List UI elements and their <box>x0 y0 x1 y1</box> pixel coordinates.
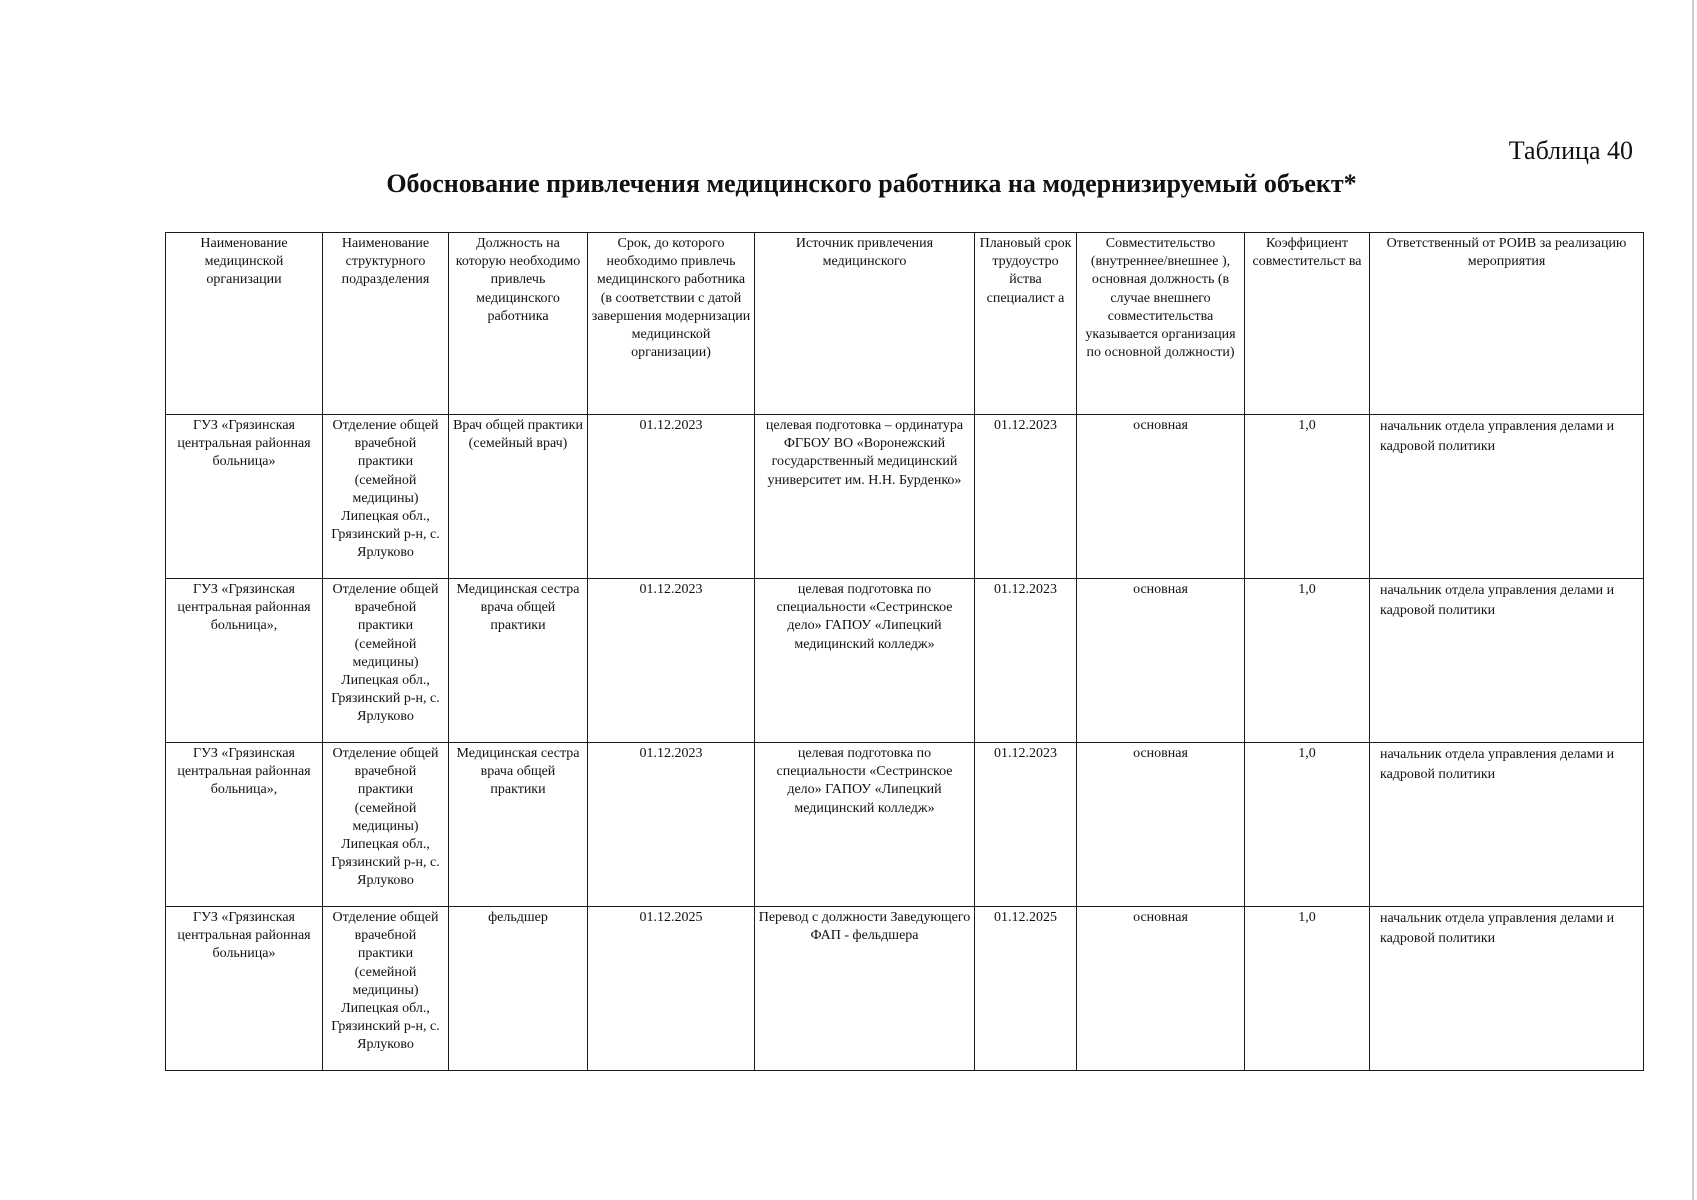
cell-deadline: 01.12.2023 <box>588 743 755 907</box>
table-row <box>166 907 1644 1071</box>
cell-combination: основная <box>1077 415 1245 579</box>
cell-source: целевая подготовка по специальности «Сестринское дело» ГАПОУ «Липецкий медицинский колледж» <box>755 579 975 743</box>
cell-position: фельдшер <box>449 907 588 1071</box>
cell-subdivision: Отделение общей врачебной практики (семейной медицины) Липецкая обл., Грязинский р-н, с. Ярлуково <box>323 907 449 1071</box>
cell-planned-date: 01.12.2023 <box>975 415 1077 579</box>
document-title: Обоснование привлечения медицинского работника на модернизируемый объект* <box>386 169 1357 198</box>
cell-organization: ГУЗ «Грязинская центральная районная больница» <box>166 415 323 579</box>
cell-source: целевая подготовка – ординатура ФГБОУ ВО «Воронежский государственный медицинский университет им. Н.Н. Бурденко» <box>755 415 975 579</box>
cell-organization: ГУЗ «Грязинская центральная районная больница» <box>166 907 323 1071</box>
cell-coefficient: 1,0 <box>1245 579 1370 743</box>
cell-subdivision: Отделение общей врачебной практики (семейной медицины) Липецкая обл., Грязинский р-н, с. Ярлуково <box>323 579 449 743</box>
header-row <box>166 233 1644 415</box>
cell-planned-date: 01.12.2023 <box>975 743 1077 907</box>
cell-responsible: начальник отдела управления делами и кадровой политики <box>1370 415 1644 579</box>
header-combination: Совместительство (внутреннее/внешнее ), основная должность (в случае внешнего совместительства указывается организация по основной должности) <box>1077 233 1245 415</box>
table-number-label: Таблица 40 <box>1508 136 1633 165</box>
cell-responsible: начальник отдела управления делами и кадровой политики <box>1370 579 1644 743</box>
table-row <box>166 743 1644 907</box>
header-organization: Наименование медицинской организации <box>166 233 323 415</box>
cell-position: Медицинская сестра врача общей практики <box>449 743 588 907</box>
staffing-table <box>165 232 1644 1071</box>
cell-coefficient: 1,0 <box>1245 743 1370 907</box>
cell-organization: ГУЗ «Грязинская центральная районная больница», <box>166 579 323 743</box>
cell-source: целевая подготовка по специальности «Сестринское дело» ГАПОУ «Липецкий медицинский колледж» <box>755 743 975 907</box>
cell-source: Перевод с должности Заведующего ФАП - фельдшера <box>755 907 975 1071</box>
header-subdivision: Наименование структурного подразделения <box>323 233 449 415</box>
cell-position: Врач общей практики (семейный врач) <box>449 415 588 579</box>
cell-position: Медицинская сестра врача общей практики <box>449 579 588 743</box>
header-coefficient: Коэффициент совместительст ва <box>1245 233 1370 415</box>
cell-planned-date: 01.12.2023 <box>975 579 1077 743</box>
header-planned-date: Плановый срок трудоустро йства специалист а <box>975 233 1077 415</box>
cell-subdivision: Отделение общей врачебной практики (семейной медицины) Липецкая обл., Грязинский р-н, с. Ярлуково <box>323 743 449 907</box>
cell-responsible: начальник отдела управления делами и кадровой политики <box>1370 907 1644 1071</box>
table-row <box>166 579 1644 743</box>
cell-coefficient: 1,0 <box>1245 907 1370 1071</box>
header-position: Должность на которую необходимо привлечь медицинского работника <box>449 233 588 415</box>
cell-subdivision: Отделение общей врачебной практики (семейной медицины) Липецкая обл., Грязинский р-н, с. Ярлуково <box>323 415 449 579</box>
cell-planned-date: 01.12.2025 <box>975 907 1077 1071</box>
cell-organization: ГУЗ «Грязинская центральная районная больница», <box>166 743 323 907</box>
cell-deadline: 01.12.2023 <box>588 415 755 579</box>
cell-combination: основная <box>1077 743 1245 907</box>
header-source: Источник привлечения медицинского <box>755 233 975 415</box>
cell-combination: основная <box>1077 907 1245 1071</box>
cell-deadline: 01.12.2025 <box>588 907 755 1071</box>
cell-responsible: начальник отдела управления делами и кадровой политики <box>1370 743 1644 907</box>
cell-deadline: 01.12.2023 <box>588 579 755 743</box>
cell-coefficient: 1,0 <box>1245 415 1370 579</box>
header-deadline: Срок, до которого необходимо привлечь медицинского работника (в соответствии с датой завершения модернизации медицинской организации) <box>588 233 755 415</box>
cell-combination: основная <box>1077 579 1245 743</box>
table-row <box>166 415 1644 579</box>
header-responsible: Ответственный от РОИВ за реализацию мероприятия <box>1370 233 1644 415</box>
